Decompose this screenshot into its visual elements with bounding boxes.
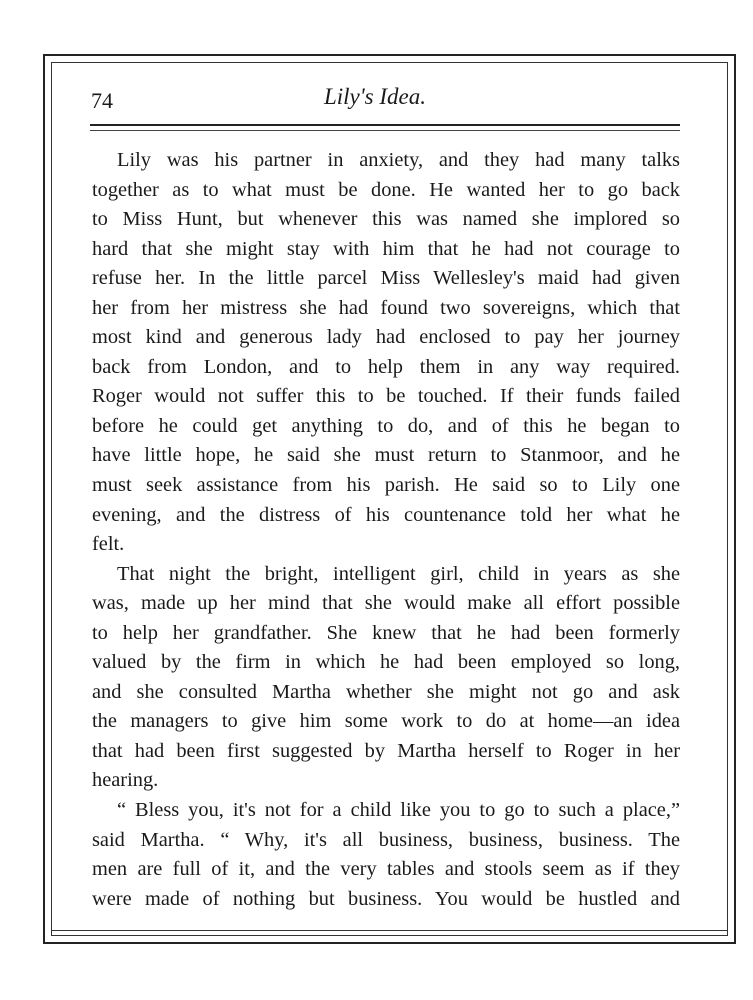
- text-line: before he could get anything to do, and of this he began to: [92, 414, 680, 437]
- text-line: That night the bright, intelligent girl, child in years as she: [117, 562, 680, 585]
- text-line: that had been first suggested by Martha herself to Roger in her: [92, 739, 680, 762]
- text-line: hard that she might stay with him that he had not courage to: [92, 237, 680, 260]
- text-line: refuse her. In the little parcel Miss Wellesley's maid had given: [92, 267, 680, 290]
- paragraph-3: [92, 796, 680, 914]
- text-line: to help her grandfather. She knew that he had been formerly: [92, 621, 680, 644]
- text-line: Lily was his partner in anxiety, and they had many talks: [117, 149, 680, 171]
- text-line: said Martha. “ Why, it's all business, business, business. The: [92, 828, 680, 851]
- text-line: hearing.: [92, 769, 159, 792]
- text-line: most kind and generous lady had enclosed to pay her journey: [92, 326, 680, 349]
- text-line: have little hope, he said she must return to Stanmoor, and he: [92, 444, 680, 467]
- text-line: Roger would not suffer this to be touched. If their funds failed: [92, 385, 680, 408]
- header-rule-thin: [90, 130, 680, 131]
- paragraph-1: [92, 146, 680, 560]
- page-number: 74: [91, 88, 113, 113]
- text-line: felt.: [92, 533, 125, 556]
- text-line: evening, and the distress of his countenance told her what he: [92, 503, 680, 526]
- text-line: must seek assistance from his parish. He said so to Lily one: [92, 474, 680, 497]
- text-line: her from her mistress she had found two sovereigns, which that: [92, 296, 680, 319]
- text-line: to Miss Hunt, but whenever this was named she implored so: [92, 208, 680, 231]
- paragraph-2: [92, 560, 680, 796]
- running-title: Lily's Idea.: [323, 84, 427, 109]
- text-line: men are full of it, and the very tables and stools seem as if they: [92, 858, 680, 881]
- text-line: together as to what must be done. He wanted her to go back: [92, 178, 680, 201]
- text-line: valued by the firm in which he had been employed so long,: [92, 651, 680, 674]
- bottom-rule: [52, 930, 727, 931]
- text-line: and she consulted Martha whether she might not go and ask: [92, 680, 680, 703]
- text-line: back from London, and to help them in any way required.: [92, 355, 680, 378]
- text-line: was, made up her mind that she would make all effort possible: [92, 592, 680, 615]
- body-text: [92, 146, 680, 914]
- text-line: were made of nothing but business. You would be hustled and: [92, 887, 680, 910]
- text-line: “ Bless you, it's not for a child like you to go to such a place,”: [117, 799, 680, 822]
- header-rule-thick: [90, 124, 680, 126]
- text-line: the managers to give him some work to do at home—an idea: [92, 710, 680, 733]
